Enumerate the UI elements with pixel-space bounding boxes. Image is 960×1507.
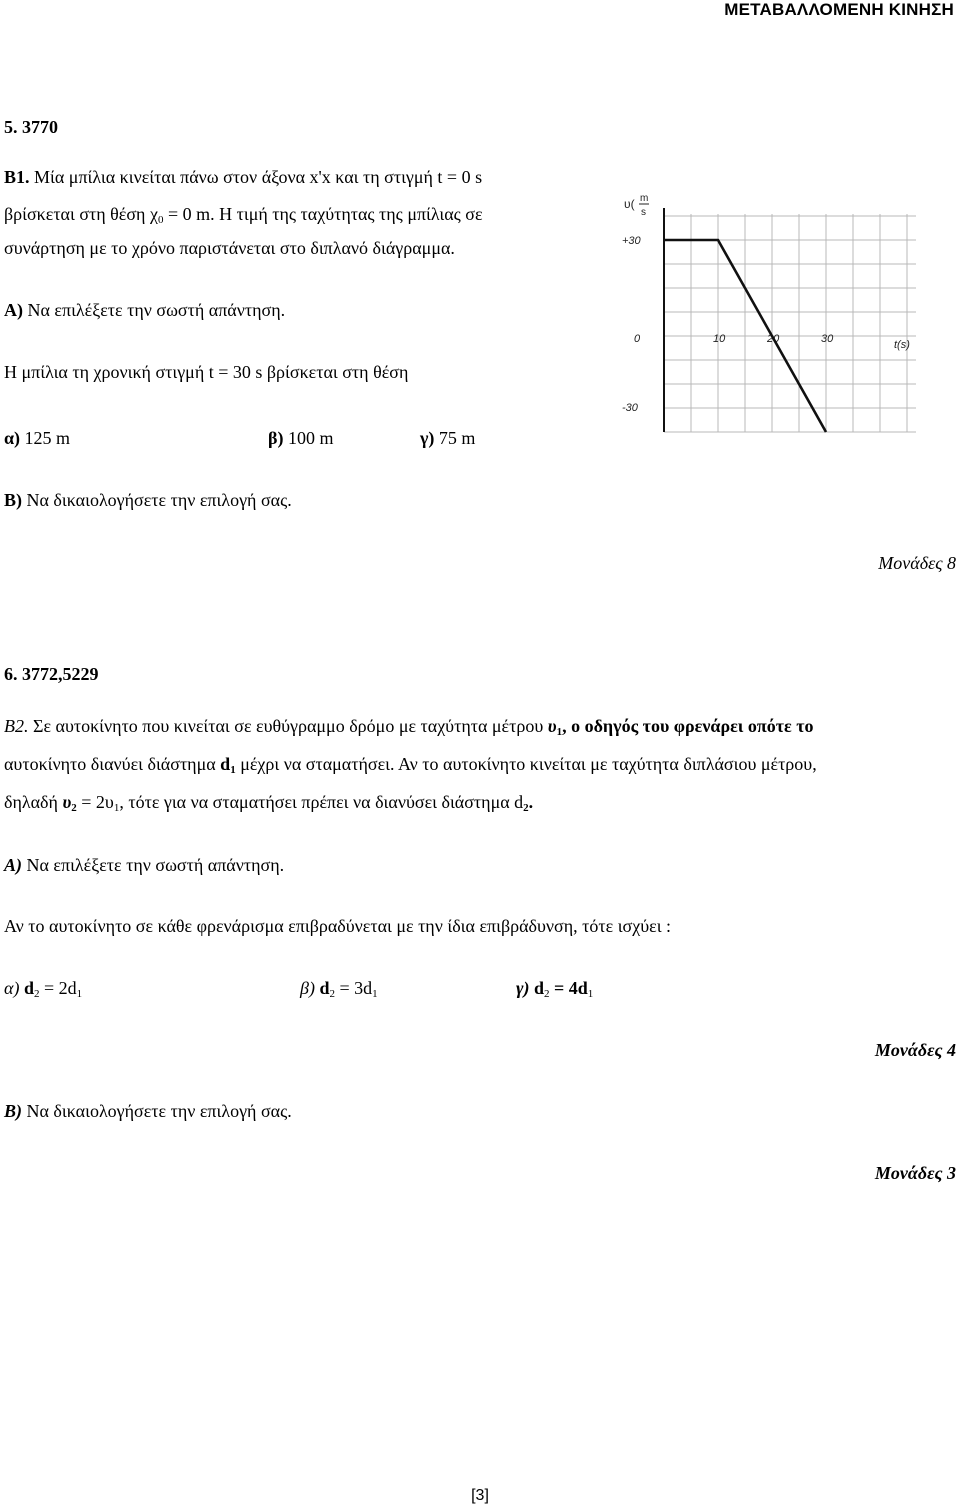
q5-part-a — [4, 300, 285, 321]
q6-text-3-end: . — [528, 792, 534, 812]
q6-points-a: Μονάδες 4 — [874, 1040, 956, 1060]
q6-text-1b: , ο οδηγός του φρενάρει οπότε το — [562, 716, 814, 736]
q5-label: Β1. — [4, 167, 30, 187]
q5-option-b-text: 100 m — [283, 428, 334, 448]
page-number: [3] — [471, 1487, 489, 1504]
q6-part-b — [4, 1101, 292, 1122]
question-5-number: 5. 3770 — [4, 117, 58, 137]
q5-line-2 — [4, 204, 483, 225]
q6-option-c-rsub: 1 — [587, 988, 594, 1000]
x-tick-label-10: 10 — [713, 333, 726, 345]
y-tick-label-minus30: -30 — [622, 402, 638, 414]
q6-part-a — [4, 855, 284, 876]
y-axis-label-unit-numerator: m — [640, 193, 649, 204]
q5-option-c — [420, 428, 475, 449]
q6-part-a-label: Α) — [4, 855, 22, 875]
q5-line-1 — [4, 167, 482, 188]
q5-option-c-label: γ) — [420, 428, 435, 448]
q6-question: Αν το αυτοκίνητο σε κάθε φρενάρισμα επιβραδύνεται με την ίδια επιβράδυνση, τότε ισχύει : — [4, 916, 672, 936]
q5-text-2-sub: 0 — [157, 214, 164, 226]
q6-v2-sub: 2 — [71, 802, 77, 814]
q6-option-c-label: γ) — [516, 978, 530, 998]
q6-text-1a: Σε αυτοκίνητο που κινείται σε ευθύγραμμο δρόμο με ταχύτητα μέτρου — [28, 716, 548, 736]
q5-option-a — [4, 428, 70, 449]
q6-option-a — [4, 978, 82, 999]
q6-option-b-lsub: 2 — [329, 988, 335, 1000]
q6-v1: υ — [547, 716, 557, 736]
q5-part-a-text: Να επιλέξετε την σωστή απάντηση. — [23, 300, 286, 320]
q6-points-b: Μονάδες 3 — [874, 1163, 956, 1183]
q6-v1-sub: 1 — [556, 726, 563, 738]
q5-text-1: Μία μπίλια κινείται πάνω στον άξονα x'x και τη στιγμή t = 0 s — [29, 167, 483, 187]
q6-text-2b: μέχρι να σταματήσει. Αν το αυτοκίνητο κινείται με ταχύτητα διπλάσιου μέτρου, — [235, 754, 817, 774]
q6-option-c — [516, 978, 593, 999]
q5-part-a-label: Α) — [4, 300, 23, 320]
q6-text-2a: αυτοκίνητο διανύει διάστημα — [4, 754, 221, 774]
q6-text-3c: , τότε για να σταματήσει πρέπει να διανύσει διάστημα d — [119, 792, 524, 812]
y-axis-label-unit-denominator: s — [641, 207, 646, 218]
q5-part-b-label: Β) — [4, 490, 22, 510]
q5-points: Μονάδες 8 — [878, 553, 956, 573]
q6-option-a-lhs: d — [19, 978, 34, 998]
q5-option-b-label: β) — [268, 428, 284, 448]
q5-option-c-text: 75 m — [434, 428, 476, 448]
q6-part-b-text: Να δικαιολογήσετε την επιλογή σας. — [22, 1101, 292, 1121]
q6-option-b-lhs: d — [314, 978, 330, 998]
q5-part-b — [4, 490, 292, 511]
q6-d2-sub: 2 — [523, 802, 529, 814]
q5-option-a-label: α) — [4, 428, 21, 448]
x-tick-label-30: 30 — [821, 333, 834, 345]
q6-option-c-lhs: d — [529, 978, 544, 998]
x-tick-label-20: 20 — [767, 333, 780, 345]
page-header: ΜΕΤΑΒΑΛΛΟΜΕΝΗ ΚΙΝΗΣΗ — [724, 0, 954, 19]
q6-d1-sub: 1 — [230, 764, 236, 776]
q6-option-b — [300, 978, 378, 999]
q6-label: Β2. — [4, 716, 29, 736]
q6-part-a-text: Να επιλέξετε την σωστή απάντηση. — [22, 855, 285, 875]
x-axis-label: t(s) — [894, 339, 910, 351]
q5-text-2b: = 0 m. Η τιμή της ταχύτητας της μπίλιας σε — [163, 204, 483, 224]
y-tick-label-plus30: +30 — [622, 235, 641, 247]
velocity-time-chart — [608, 186, 928, 436]
q6-option-a-label: α) — [4, 978, 20, 998]
chart-grid — [664, 214, 916, 432]
y-axis-label-prefix: υ( — [624, 197, 635, 211]
q6-option-b-label: β) — [300, 978, 315, 998]
q5-part-b-text: Να δικαιολογήσετε την επιλογή σας. — [22, 490, 292, 510]
q6-v2: υ — [62, 792, 72, 812]
q5-option-b — [268, 428, 334, 449]
q6-option-a-lsub: 2 — [33, 988, 40, 1000]
question-6-number: 6. 3772,5229 — [4, 664, 99, 684]
q6-option-b-rsub: 1 — [372, 988, 378, 1000]
q5-question: Η μπίλια τη χρονική στιγμή t = 30 s βρίσκεται στη θέση — [4, 362, 409, 382]
q6-d1: d — [220, 754, 231, 774]
q6-text-3a: δηλαδή — [4, 792, 63, 812]
q6-option-c-lsub: 2 — [544, 988, 550, 1000]
q6-line-2 — [4, 754, 956, 775]
q6-text-3b-sub: 1 — [113, 802, 120, 814]
chart-y-axis-label — [624, 193, 649, 218]
q6-text-3b: = 2υ — [76, 792, 114, 812]
q6-option-a-mid: = 2d — [39, 978, 77, 998]
q5-line-3: συνάρτηση με το χρόνο παριστάνεται στο διπλανό διάγραμμα. — [4, 238, 455, 258]
q6-part-b-label: Β) — [4, 1101, 22, 1121]
x-tick-label-0: 0 — [634, 333, 641, 345]
q6-line-1 — [4, 716, 956, 737]
q6-option-c-mid: = 4d — [549, 978, 588, 998]
q5-text-2a: βρίσκεται στη θέση χ — [4, 204, 158, 224]
chart-tick-labels — [622, 235, 834, 414]
q6-line-3 — [4, 792, 533, 813]
q6-option-a-rsub: 1 — [76, 988, 83, 1000]
q6-option-b-mid: = 3d — [334, 978, 373, 998]
q5-option-a-text: 125 m — [20, 428, 71, 448]
